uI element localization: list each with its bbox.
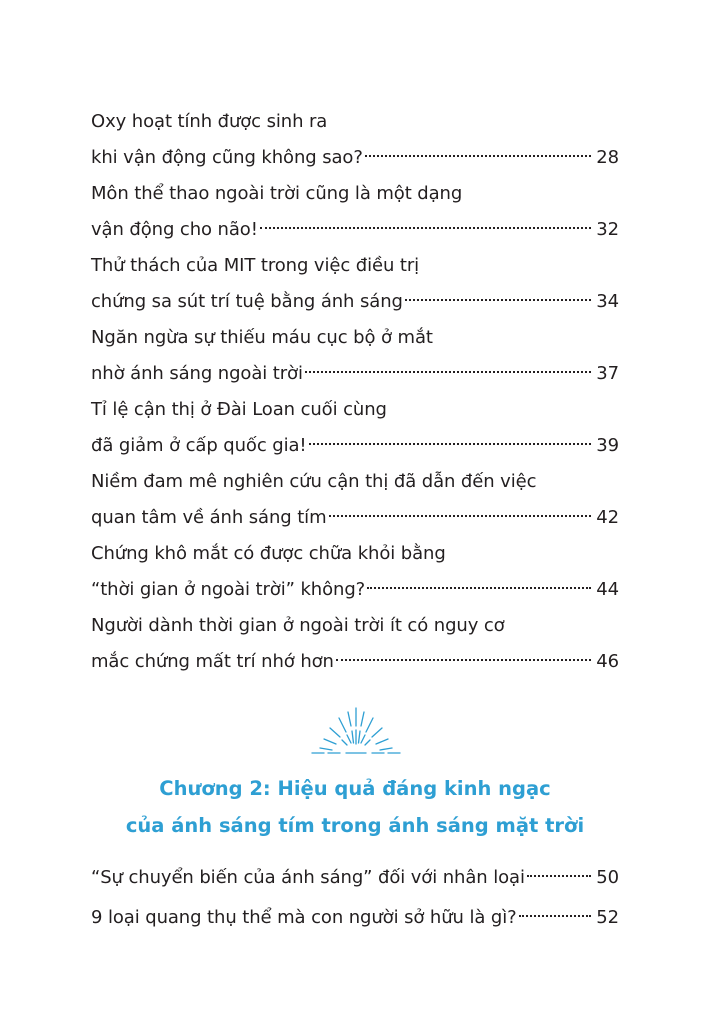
toc-entry: [91, 320, 619, 392]
toc-entry-page-number: 44: [596, 579, 619, 600]
toc-entry-page-number: 42: [596, 507, 619, 528]
sunburst-icon: [306, 704, 406, 760]
toc-entry-title-line2: đã giảm ở cấp quốc gia!: [91, 435, 307, 456]
dot-leader: [365, 155, 591, 157]
toc-entry-page-number: 32: [596, 219, 619, 240]
toc-entry: [91, 900, 619, 936]
dot-leader: [309, 443, 592, 445]
toc-entry: [91, 860, 619, 896]
toc-entry: [91, 536, 619, 608]
toc-entry-title-line2: khi vận động cũng không sao?: [91, 147, 363, 168]
dot-leader: [329, 515, 592, 517]
toc-entry-title-line1: Môn thể thao ngoài trời cũng là một dạng: [91, 183, 463, 204]
toc-entry-title-line2: vận động cho não!: [91, 219, 258, 240]
dot-leader: [405, 299, 591, 301]
toc-entry: [91, 608, 619, 680]
toc-entry-page-number: 52: [596, 907, 619, 928]
chapter-heading-line2: của ánh sáng tím trong ánh sáng mặt trời: [125, 814, 585, 837]
toc-entry-title-line2: chứng sa sút trí tuệ bằng ánh sáng: [91, 291, 403, 312]
dot-leader: [305, 371, 591, 373]
toc-entry-page-number: 39: [596, 435, 619, 456]
toc-entry-title-line1: Oxy hoạt tính được sinh ra: [91, 111, 328, 132]
toc-entry-title-line2: mắc chứng mất trí nhớ hơn: [91, 651, 334, 672]
toc-entry-title-line1: Niềm đam mê nghiên cứu cận thị đã dẫn đến việc: [91, 471, 537, 492]
dot-leader: [367, 587, 591, 589]
toc-entry-page-number: 50: [596, 867, 619, 888]
toc-entry-page-number: 46: [596, 651, 619, 672]
toc-entry-page-number: 34: [596, 291, 619, 312]
toc-entry-title-line1: Tỉ lệ cận thị ở Đài Loan cuối cùng: [91, 399, 387, 420]
dot-leader: [527, 875, 591, 877]
dot-leader: [336, 659, 591, 661]
toc-entry-title-line1: Thử thách của MIT trong việc điều trị: [91, 255, 420, 276]
dot-leader: [519, 915, 592, 917]
toc-entry-title-line2: quan tâm về ánh sáng tím: [91, 507, 327, 528]
toc-entry: [91, 392, 619, 464]
toc-entry-title-line2: “thời gian ở ngoài trời” không?: [91, 579, 366, 600]
toc-entry-title: 9 loại quang thụ thể mà con người sở hữu là gì?: [91, 907, 517, 928]
toc-entry: [91, 176, 619, 248]
toc-entry-page-number: 28: [596, 147, 619, 168]
chapter-heading-line1: Chương 2: Hiệu quả đáng kinh ngạc: [159, 777, 551, 800]
toc-entry: [91, 248, 619, 320]
toc-entry-title-line2: nhờ ánh sáng ngoài trời: [91, 363, 303, 384]
toc-entry-title-line1: Người dành thời gian ở ngoài trời ít có nguy cơ: [91, 615, 505, 636]
toc-entry-title-line1: Chứng khô mắt có được chữa khỏi bằng: [91, 543, 446, 564]
toc-entry-title-line1: Ngăn ngừa sự thiếu máu cục bộ ở mắt: [91, 327, 433, 348]
toc-entry-page-number: 37: [596, 363, 619, 384]
toc-entry: [91, 104, 619, 176]
dot-leader: [260, 227, 591, 229]
toc-entry: [91, 464, 619, 536]
toc-entry-title: “Sự chuyển biến của ánh sáng” đối với nhân loại: [91, 867, 525, 888]
